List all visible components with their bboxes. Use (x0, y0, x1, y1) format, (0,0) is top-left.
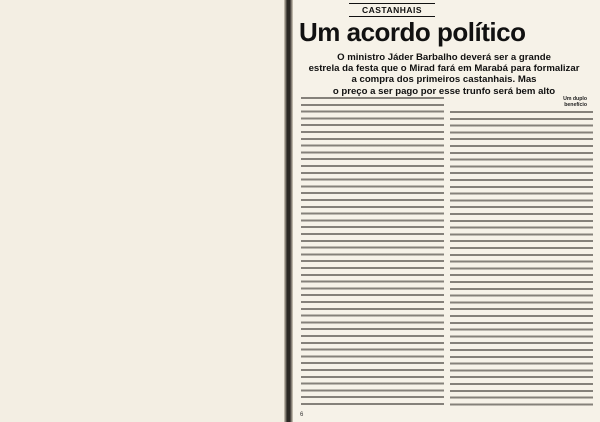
deck-line: estrela da festa que o Mirad fará em Marabá para formalizar (308, 63, 580, 75)
body-text-lines (450, 111, 593, 410)
article-subhead (545, 96, 587, 108)
deck-line: a compra dos primeiros castanhais. Mas (351, 74, 537, 86)
page-gutter (284, 0, 293, 422)
deck-line: O ministro Jáder Barbalho deverá ser a grande (337, 52, 551, 63)
left-page-blank (0, 0, 284, 422)
body-text-lines (301, 97, 444, 410)
deck-line: o preço a ser pago por esse trunfo será bem alto (332, 85, 556, 97)
subhead-line: Um duplo (563, 96, 587, 102)
subhead-line: benefício (564, 102, 587, 108)
section-label: CASTANHAIS (349, 3, 435, 17)
article-deck (299, 52, 589, 97)
body-column-left (301, 97, 444, 410)
body-column-right (450, 111, 593, 410)
article-page (293, 0, 600, 422)
article-headline: Um acordo político (299, 17, 526, 47)
page-number: 6 (300, 412, 304, 418)
